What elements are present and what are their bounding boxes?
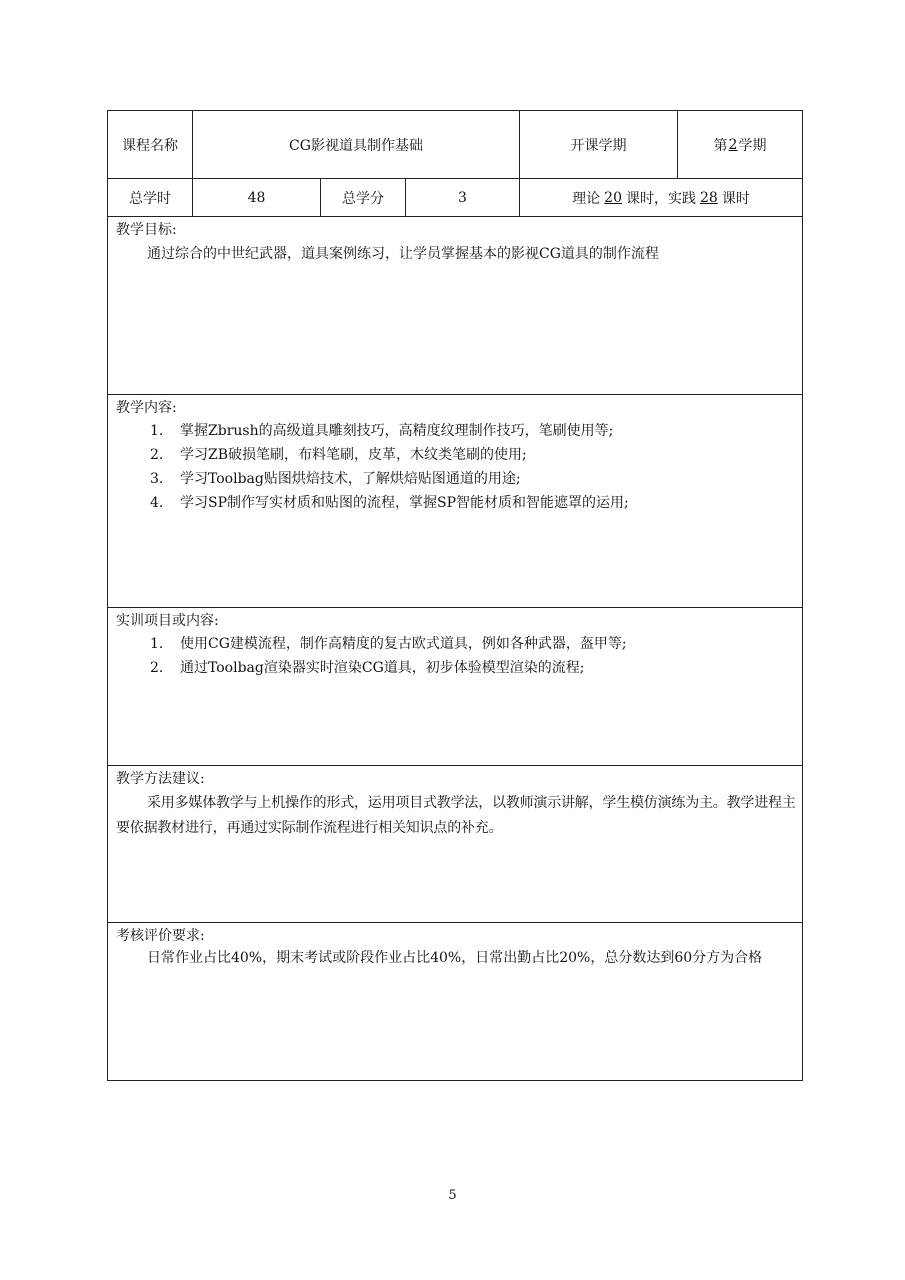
theory-suffix: 课时，实践 [626, 190, 696, 207]
term-label: 开课学期 [570, 137, 627, 154]
theory-prefix: 理论 [572, 190, 601, 207]
assessment-text: 日常作业占比40%，期末考试或阶段作业占比40%，日常出勤占比20%，总分数达到60分方为合格 [147, 950, 763, 966]
list-text: 学习SP制作写实材质和贴图的流程，掌握SP智能材质和智能遮罩的运用; [180, 495, 629, 511]
page-number: 5 [448, 1188, 457, 1203]
list-item [116, 632, 627, 656]
list-number: 2. [150, 660, 164, 676]
list-text: 使用CG建模流程，制作高精度的复古欧式道具，例如各种武器，盔甲等; [180, 636, 627, 652]
list-number: 1. [150, 423, 164, 439]
content-list [116, 419, 629, 515]
practice-suffix: 课时 [721, 190, 750, 207]
term-value [678, 111, 802, 178]
methods-text: 采用多媒体教学与上机操作的形式，运用项目式教学法，以教师演示讲解，学生模仿演练为主。教学进程主要依据教材进行，再通过实际制作流程进行相关知识点的补充。 [116, 795, 796, 836]
term-number: 2 [728, 136, 738, 153]
term-prefix: 第 [713, 137, 728, 154]
list-item [116, 443, 629, 467]
list-number: 2. [150, 447, 164, 463]
practice-list [116, 632, 627, 680]
content-title: 教学内容: [116, 400, 177, 416]
total-credits-label: 总学分 [342, 190, 384, 207]
row-divider [107, 922, 803, 923]
list-item [116, 419, 629, 443]
practice-title: 实训项目或内容: [116, 613, 219, 629]
hours-breakdown [520, 179, 802, 216]
row-divider [107, 765, 803, 766]
course-name-value: CG影视道具制作基础 [289, 137, 423, 154]
total-credits-value: 3 [458, 189, 467, 206]
practice-hours: 28 [700, 189, 718, 206]
objectives-title: 教学目标: [116, 222, 177, 238]
list-item [116, 491, 629, 515]
list-text: 学习ZB破损笔刷，布料笔刷，皮革，木纹类笔刷的使用; [180, 447, 527, 463]
total-hours-label: 总学时 [129, 190, 171, 207]
course-name-label: 课程名称 [122, 137, 178, 154]
total-hours-value: 48 [247, 189, 266, 206]
list-number: 1. [150, 636, 164, 652]
row-divider [107, 607, 803, 608]
list-number: 4. [150, 495, 164, 511]
list-text: 通过Toolbag渲染器实时渲染CG道具，初步体验模型渲染的流程; [180, 660, 585, 676]
objectives-text: 通过综合的中世纪武器，道具案例练习，让学员掌握基本的影视CG道具的制作流程 [147, 246, 659, 262]
assessment-title: 考核评价要求: [116, 928, 205, 944]
row-divider [107, 216, 803, 217]
row-divider [107, 394, 803, 395]
list-text: 掌握Zbrush的高级道具雕刻技巧，高精度纹理制作技巧，笔刷使用等; [180, 423, 614, 439]
theory-hours: 20 [604, 189, 622, 206]
methods-title: 教学方法建议: [116, 771, 205, 787]
list-item [116, 656, 627, 680]
list-text: 学习Toolbag贴图烘焙技术，了解烘焙贴图通道的用途; [180, 471, 521, 487]
list-number: 3. [150, 471, 164, 487]
term-suffix: 学期 [738, 137, 767, 154]
list-item [116, 467, 629, 491]
